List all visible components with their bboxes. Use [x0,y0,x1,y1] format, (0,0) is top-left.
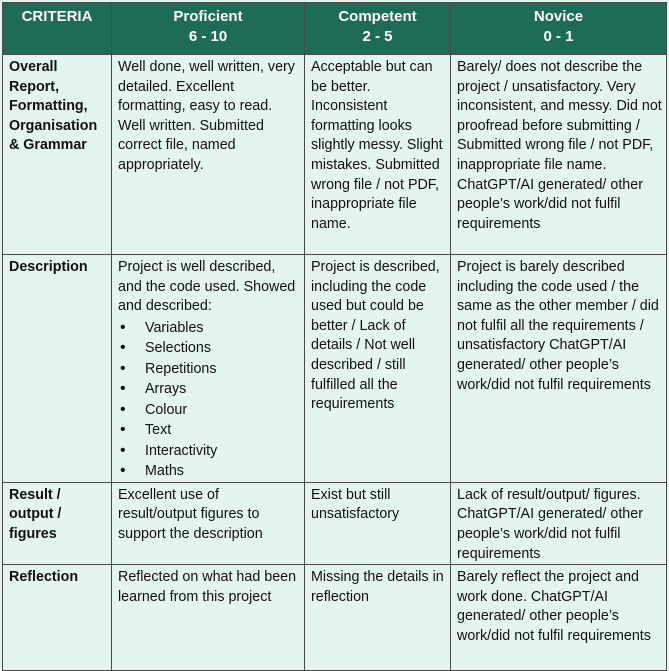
proficient-cell: Well done, well written, very detailed. Excellent formatting, easy to read. Well written. Submitted correct file, named appropriately. [112,55,305,255]
table-row [3,55,667,255]
novice-cell: Project is barely described including the code used / the same as the other member / did not fulfil all the requirements / unsatisfactory ChatGPT/AI generated/ other people’s work/did not fulfil requirements [451,255,667,483]
level-name: Proficient [173,8,243,25]
level-range: 6 - 10 [188,28,228,45]
proficient-cell: Reflected on what had been learned from this project [112,565,305,671]
level-range: 2 - 5 [362,28,393,45]
list-item: • Colour [118,400,300,421]
rubric-table [2,2,667,671]
criterion-cell: Description [3,255,112,483]
table-row [3,255,667,483]
skills-list [118,318,300,482]
level-header-competent [305,3,451,55]
novice-cell: Barely/ does not describe the project / unsatisfactory. Very inconsistent, and messy. Did not proofread before submitting / Submitted wrong file / not PDF, inappropriate file name. ChatGPT/AI generated/ other people’s work/did not fulfil requirements [451,55,667,255]
list-item: • Interactivity [118,441,300,462]
table-row [3,565,667,671]
level-header-proficient [112,3,305,55]
header-row [3,3,667,55]
level-name: Competent [338,8,417,25]
list-item: • Variables [118,318,300,339]
list-item: • Repetitions [118,359,300,380]
criterion-cell: Result / output / figures [3,482,112,564]
criterion-cell: Overall Report, Formatting, Organisation & Grammar [3,55,112,255]
list-item: • Selections [118,338,300,359]
novice-cell: Barely reflect the project and work done. ChatGPT/AI generated/ other people’s work/did not fulfil requirements [451,565,667,671]
proficient-cell [112,255,305,483]
competent-cell: Missing the details in reflection [305,565,451,671]
list-item: • Arrays [118,379,300,400]
competent-cell: Exist but still unsatisfactory [305,482,451,564]
proficient-text: Project is well described, and the code used. Showed and described: [118,259,296,315]
table-row [3,482,667,564]
list-item: • Text [118,420,300,441]
proficient-cell: Excellent use of result/output figures to support the description [112,482,305,564]
level-name: Novice [533,8,584,25]
novice-cell: Lack of result/output/ figures. ChatGPT/AI generated/ other people’s work/did not fulfil requirements [451,482,667,564]
level-range: 0 - 1 [543,28,574,45]
criterion-cell: Reflection [3,565,112,671]
competent-cell: Acceptable but can be better. Inconsistent formatting looks slightly messy. Slight mistakes. Submitted wrong file / not PDF, inappropriate file name. [305,55,451,255]
list-item: • Maths [118,461,300,482]
competent-cell: Project is described, including the code used but could be better / Lack of details / Not well described / still fulfilled all the requirements [305,255,451,483]
criteria-header: CRITERIA [3,3,112,55]
level-header-novice [451,3,667,55]
